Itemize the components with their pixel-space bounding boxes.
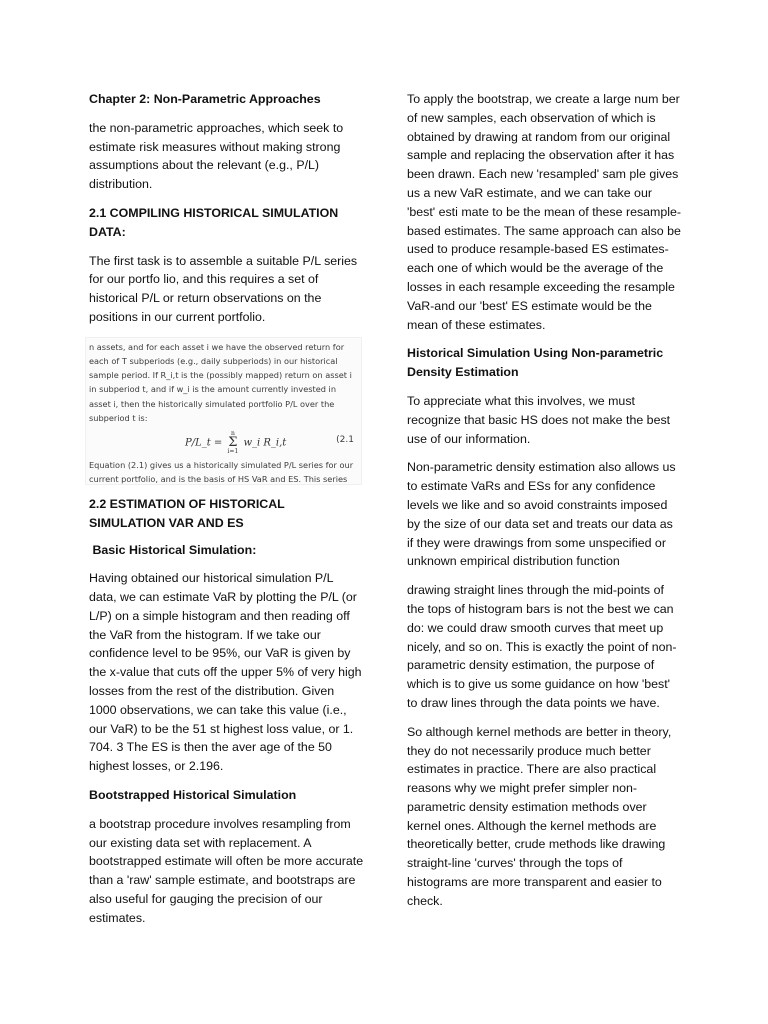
basic-hs-body: Having obtained our historical simulation P/L data, we can estimate VaR by plotting the P/L (or L/P) on a simple histogram and then reading off the VaR from the histogram. If we take our confidence level to be 95%, our VaR is given by the x-value that cuts off the upper 5% of very high losses from the rest of the distribution. Given 1000 observations, we can take this value (i.e., our VaR) to be the 51 st highest loss value, or 1. 704. 3 The ES is then the aver age of the 50 highest losses, or 2.196. <box>89 571 362 774</box>
summation-sign <box>228 431 239 455</box>
bootstrap-apply-paragraph: To apply the bootstrap, we create a large num ber of new samples, each observation of which is obtained by drawing at random from our original sample and replacing the observation after it has been drawn. Each new 'resampled' sam ple gives us a new VaR estimate, and we can take our 'best' esti mate to be the mean of these resample-based estimates. The same approach can also be used to produce resample-based ES estimates-each one of which would be the average of the losses in each resample exceeding the resample VaR-and our 'best' ES estimate would be the mean of these estimates. <box>407 92 682 332</box>
formula-rhs: w_i R_i,t <box>243 437 287 449</box>
section-2-1-heading: 2.1 COMPILING HISTORICAL SIMULATION DATA: <box>89 205 339 239</box>
textbook-excerpt-image <box>85 337 362 485</box>
right-column <box>407 90 682 911</box>
sigma-icon: Σ <box>228 434 238 450</box>
intro-paragraph: the non-parametric approaches, which seek to estimate risk measures without making strong assumptions about the relevant (e.g., P/L) distribution. <box>89 120 344 192</box>
section-2-1-body: The first task is to assemble a suitable P/L series for our portfo lio, and this requires a set of historical P/L or return observations on the positions in our current portfolio. <box>89 253 358 324</box>
equation-2-1 <box>89 426 358 456</box>
density-paragraph-2: Non-parametric density estimation also allows us to estimate VaRs and ESs for any confidence levels we like and so avoid constraints imposed by the size of our data set and treats our data as if they were drawings from some unspecified or unknown empirical distribution function <box>407 460 676 569</box>
bootstrap-heading: Bootstrapped Historical Simulation <box>89 787 297 802</box>
sigma-lower-limit: i=1 <box>227 447 239 455</box>
sigma-upper-limit: n <box>230 429 235 437</box>
density-estimation-heading: Historical Simulation Using Non-parametric Density Estimation <box>407 346 664 380</box>
excerpt-text-bottom: Equation (2.1) gives us a historically simulated P/L series for our current portfolio, and is the basis of HS VaR and ES. This series <box>89 459 354 485</box>
equation-formula <box>185 431 286 455</box>
density-paragraph-3: drawing straight lines through the mid-points of the tops of histogram bars is not the best we can do: we could draw smooth curves that meet up nicely, and so on. This is exactly the point of non-parametric density estimation, the purpose of which is to give us some guidance on how 'best' to draw lines through the data points we have. <box>407 583 677 710</box>
excerpt-text-top: n assets, and for each asset i we have the observed return for each of T subperiods (e.g., daily subperiods) in our historical sample period. If R_i,t is the (possibly mapped) return on asset i in subperiod t, and if w_i is the amount currently invested in asset i, then the historically simulated portfolio P/L over the subperiod t is: <box>89 341 352 423</box>
left-column <box>89 90 364 928</box>
section-2-2-heading: 2.2 ESTIMATION OF HISTORICAL SIMULATION VAR AND ES <box>89 496 285 530</box>
chapter-title: Chapter 2: Non-Parametric Approaches <box>89 92 321 106</box>
bootstrap-body: a bootstrap procedure involves resampling from our existing data set with replacement. A bootstrapped estimate will often be more accurate than a 'raw' sample estimate, and bootstraps are also useful for gauging the precision of our estimates. <box>89 816 364 925</box>
equation-number: (2.1 <box>336 434 354 445</box>
density-paragraph-4: So although kernel methods are better in theory, they do not necessarily produce much better estimates in practice. There are also practical reasons why we might prefer simpler non-parametric density estimation methods over kernel ones. Although the kernel methods are theoretically better, crude methods like drawing straight-line 'curves' through the tops of histograms are more transparent and easier to check. <box>407 724 672 908</box>
formula-lhs: P/L_t = <box>185 437 223 449</box>
density-paragraph-1: To appreciate what this involves, we must recognize that basic HS does not make the best use of our information. <box>407 393 671 446</box>
basic-hs-heading: Basic Historical Simulation: <box>89 543 257 558</box>
